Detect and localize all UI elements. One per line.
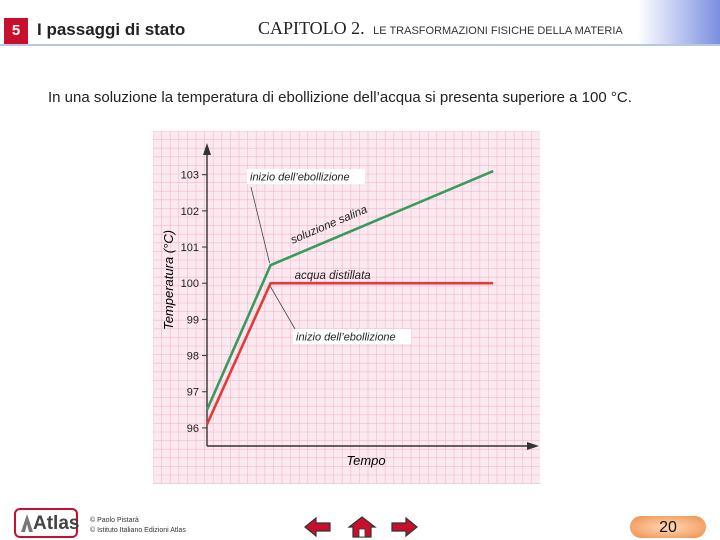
y-tick-label: 100 bbox=[180, 278, 199, 291]
y-tick-label: 98 bbox=[186, 350, 199, 363]
annotation-label: inizio dell’ebollizione bbox=[296, 331, 396, 344]
atlas-logo-icon bbox=[21, 514, 33, 532]
y-tick-label: 101 bbox=[180, 242, 199, 255]
section-number: 5 bbox=[4, 18, 28, 44]
chart-svg bbox=[153, 131, 540, 484]
page-number: 20 bbox=[630, 516, 706, 538]
y-tick-label: 96 bbox=[186, 422, 199, 435]
logo-text: Atlas bbox=[33, 513, 80, 534]
copyright-author: © Paolo Pistarà bbox=[90, 517, 139, 524]
y-tick-label: 99 bbox=[186, 314, 199, 327]
chapter-title bbox=[258, 18, 623, 39]
y-tick-label: 103 bbox=[180, 169, 199, 182]
slide-subtitle: In una soluzione la temperatura di ebollizione dell’acqua si presenta superiore a 100 °C. bbox=[48, 89, 632, 106]
chapter-number: CAPITOLO 2. bbox=[258, 18, 365, 38]
x-axis-label: Tempo bbox=[346, 453, 386, 468]
y-tick-label: 97 bbox=[186, 386, 199, 399]
y-tick-label: 102 bbox=[180, 205, 199, 218]
series-label-distilled: acqua distillata bbox=[294, 270, 371, 283]
chapter-name: LE TRASFORMAZIONI FISICHE DELLA MATERIA bbox=[373, 25, 623, 37]
home-icon[interactable] bbox=[347, 516, 377, 538]
arrow-right-icon[interactable] bbox=[389, 516, 419, 538]
copyright-publisher: © Istituto Italiano Edizioni Atlas bbox=[90, 527, 186, 534]
annotation-label: inizio dell’ebollizione bbox=[250, 171, 350, 184]
copyright bbox=[90, 516, 186, 536]
atlas-logo bbox=[14, 508, 78, 538]
boiling-chart bbox=[153, 131, 540, 484]
arrow-left-icon[interactable] bbox=[303, 516, 333, 538]
y-axis-label: Temperatura (°C) bbox=[161, 229, 176, 331]
header-divider bbox=[0, 44, 720, 46]
series-label-saline: soluzione salina bbox=[289, 203, 370, 247]
header-decoration bbox=[638, 0, 720, 44]
section-title: I passaggi di stato bbox=[37, 20, 186, 39]
